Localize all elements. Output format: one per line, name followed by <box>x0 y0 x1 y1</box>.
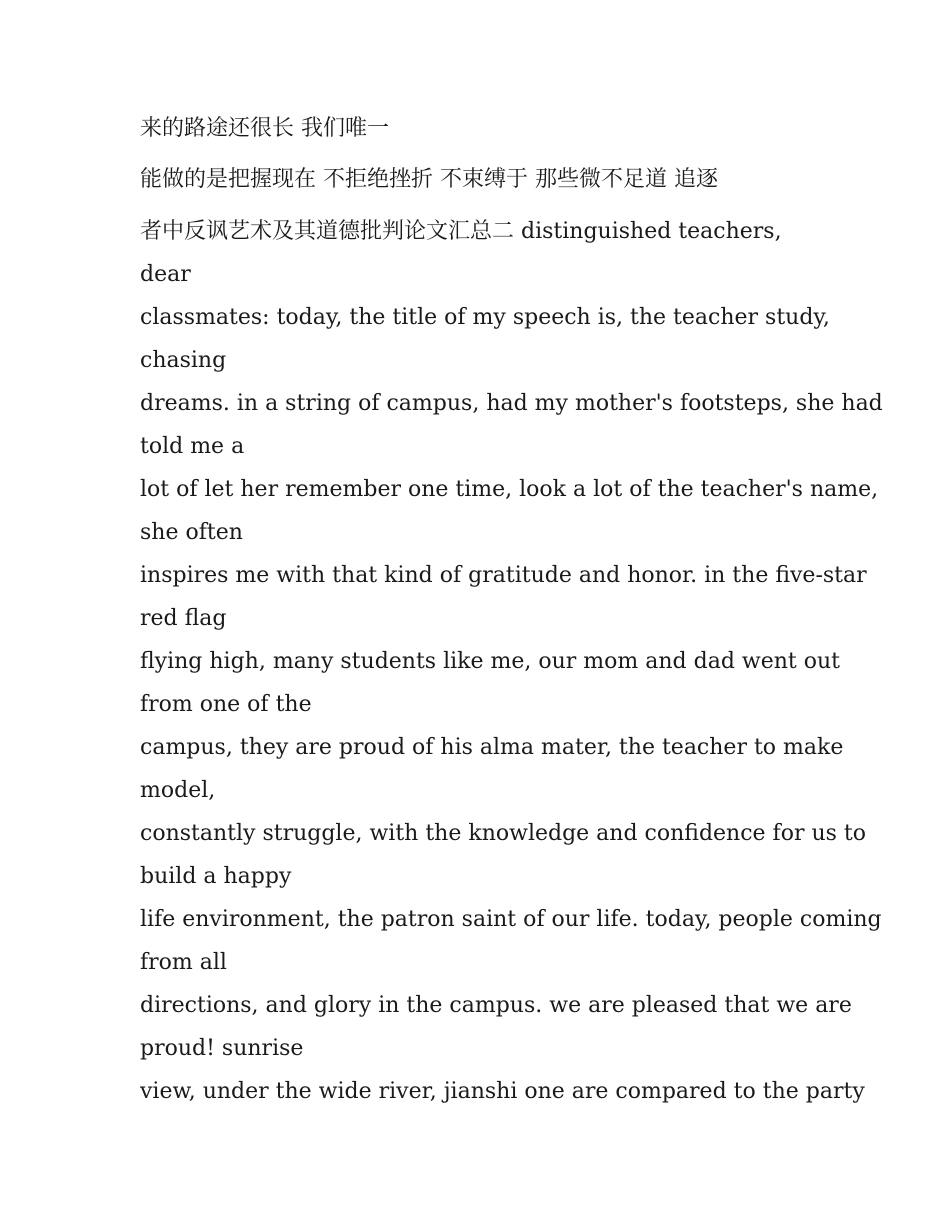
text-line: 者中反讽艺术及其道德批判论文汇总二 distinguished teachers, <box>140 219 782 244</box>
text-line: chasing <box>140 348 227 373</box>
text-line: lot of let her remember one time, look a lot of the teacher's name, <box>140 477 879 502</box>
text-line: build a happy <box>140 864 292 889</box>
text-line: dreams. in a string of campus, had my mother's footsteps, she had <box>140 391 883 416</box>
text-line: 能做的是把握现在 不拒绝挫折 不束缚于 那些微不足道 追逐 <box>140 167 718 192</box>
text-line: proud! sunrise <box>140 1036 304 1061</box>
text-line: she often <box>140 520 243 545</box>
text-line: life environment, the patron saint of our life. today, people coming <box>140 907 882 932</box>
text-line: model, <box>140 778 216 803</box>
text-line: 来的路途还很长 我们唯一 <box>140 116 389 141</box>
text-line: from all <box>140 950 227 975</box>
text-line: flying high, many students like me, our mom and dad went out <box>140 649 841 674</box>
text-line: told me a <box>140 434 245 459</box>
document-body <box>140 108 883 1113</box>
text-line: campus, they are proud of his alma mater, the teacher to make <box>140 735 844 760</box>
text-line: red flag <box>140 606 227 631</box>
text-line: inspires me with that kind of gratitude and honor. in the five-star <box>140 563 867 588</box>
text-line: constantly struggle, with the knowledge and confidence for us to <box>140 821 866 846</box>
text-line: dear <box>140 262 191 287</box>
text-line: view, under the wide river, jianshi one are compared to the party <box>140 1079 865 1104</box>
text-line: directions, and glory in the campus. we are pleased that we are <box>140 993 852 1018</box>
text-line: classmates: today, the title of my speech is, the teacher study, <box>140 305 830 330</box>
text-line: from one of the <box>140 692 312 717</box>
